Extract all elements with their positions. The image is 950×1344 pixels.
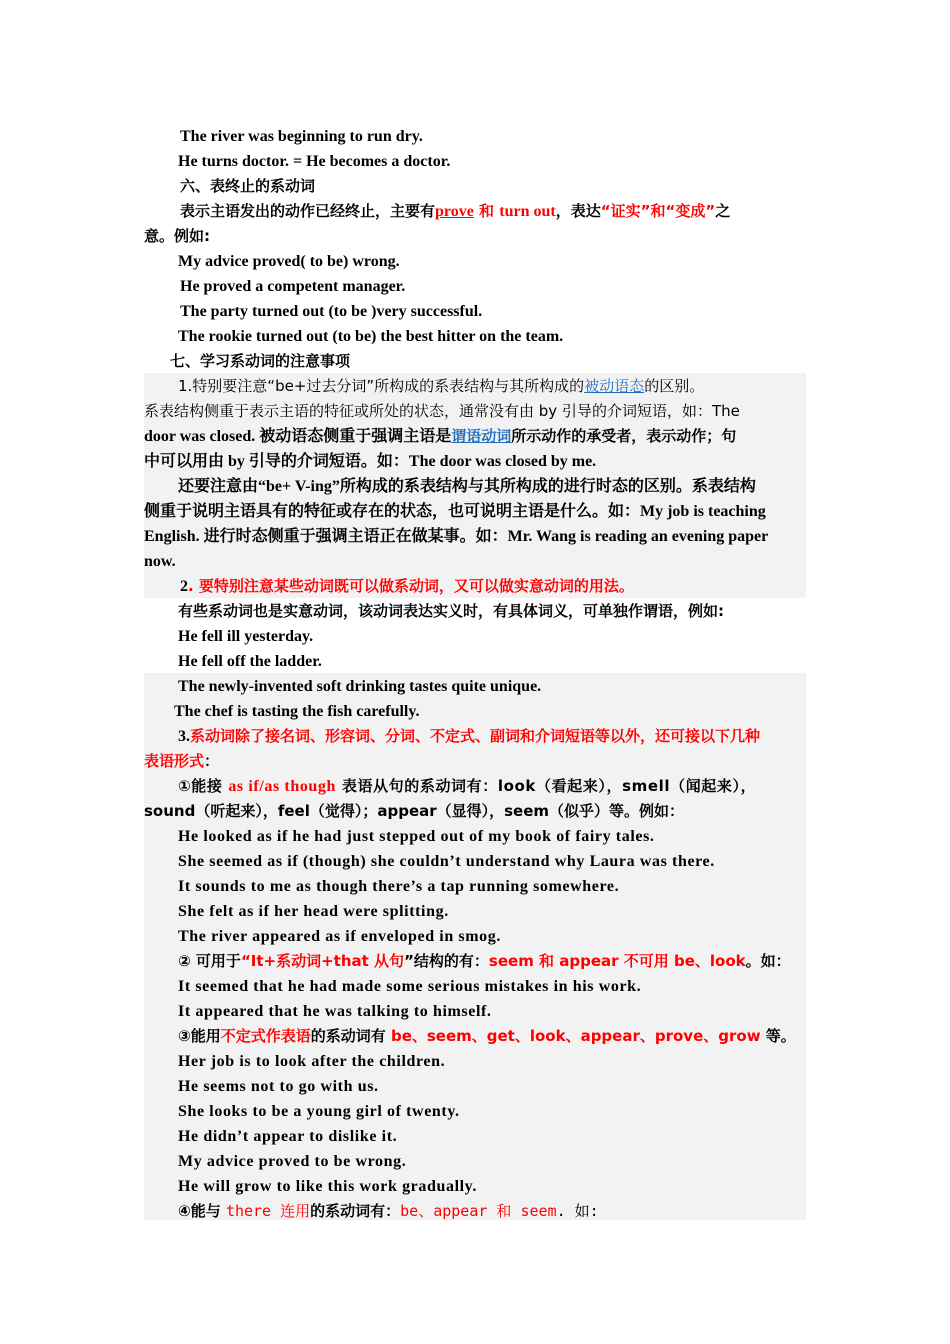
- example-line: My advice proved to be wrong.: [178, 1153, 407, 1170]
- example-line: The party turned out (to be )very successful.: [180, 303, 483, 320]
- example-line: The newly-invented soft drinking tastes quite unique.: [178, 678, 542, 695]
- example-line: He fell off the ladder.: [178, 653, 322, 670]
- example-line: He fell ill yesterday.: [178, 628, 314, 645]
- note-2-heading: 2. 要特别注意某些动词既可以做系动词，又可以做实意动词的用法。: [180, 577, 634, 595]
- example-line: The river was beginning to run dry.: [180, 128, 423, 145]
- section-six-paragraph-cont: 意。例如:: [144, 227, 210, 245]
- note-3-heading-cont: 表语形式：: [144, 752, 220, 770]
- note-1-line: door was closed. 被动语态侧重于强调主语是谓语动词所示动作的承受者，表示动作；句: [144, 427, 737, 445]
- passive-voice-link[interactable]: 被动语态: [584, 377, 645, 395]
- highlight-prove: prove: [435, 203, 474, 220]
- example-line: She looks to be a young girl of twenty.: [178, 1103, 460, 1120]
- note-1-line: 1.特别要注意“be+过去分词”所构成的系表结构与其所构成的被动语态的区别。: [178, 377, 705, 395]
- note-2-paragraph: 有些系动词也是实意动词，该动词表达实义时，有具体词义，可单独作谓语，例如:: [178, 602, 725, 620]
- note-1b-line: English. 进行时态侧重于强调主语正在做某事。如：Mr. Wang is reading an evening paper: [144, 528, 769, 545]
- example-line: He looked as if he had just stepped out of my book of fairy tales.: [178, 828, 655, 845]
- section-six-paragraph: 表示主语发出的动作已经终止，主要有prove 和 turn out，表达“证实”和“变成”之: [180, 202, 731, 220]
- example-line: He turns doctor. = He becomes a doctor.: [178, 153, 451, 170]
- case-4-intro: ④能与 there 连用的系动词有：be、appear 和 seem. 如:: [178, 1202, 599, 1220]
- note-1b-line: 还要注意由“be+ V-ing”所构成的系表结构与其所构成的进行时态的区别。系表结构: [178, 478, 756, 495]
- example-line: He seems not to go with us.: [178, 1078, 379, 1095]
- case-2-intro: ② 可用于“It+系动词+that 从句”结构的有：seem 和 appear 不可用 be、look。如：: [178, 952, 791, 970]
- note-1b-line: 侧重于说明主语具有的特征或存在的状态，也可说明主语是什么。如：My job is teaching: [144, 503, 766, 520]
- note-3-heading: 3.系动词除了接名词、形容词、分词、不定式、副词和介词短语等以外，还可接以下几种: [178, 727, 761, 745]
- note-1b-line: now.: [144, 553, 176, 570]
- example-line: He didn’t appear to dislike it.: [178, 1128, 398, 1145]
- example-line: The chef is tasting the fish carefully.: [174, 703, 420, 720]
- example-line: The river appeared as if enveloped in smog.: [178, 928, 501, 945]
- section-six-heading: 六、表终止的系动词: [180, 177, 316, 195]
- example-line: The rookie turned out (to be) the best hitter on the team.: [178, 328, 564, 345]
- example-line: It sounds to me as though there’s a tap running somewhere.: [178, 878, 620, 895]
- example-line: She felt as if her head were splitting.: [178, 903, 449, 920]
- case-3-intro: ③能用不定式作表语的系动词有 be、seem、get、look、appear、prove、grow 等。: [178, 1027, 796, 1045]
- section-seven-heading: 七、学习系动词的注意事项: [170, 352, 351, 370]
- example-line: Her job is to look after the children.: [178, 1053, 446, 1070]
- example-line: It appeared that he was talking to himself.: [178, 1003, 492, 1020]
- case-1-intro-cont: sound（听起来），feel（觉得）；appear（显得），seem（似乎）等。例如：: [144, 802, 685, 820]
- example-line: He will grow to like this work gradually.: [178, 1178, 477, 1195]
- example-line: My advice proved( to be) wrong.: [178, 253, 400, 270]
- predicate-verb-link[interactable]: 谓语动词: [451, 427, 512, 445]
- case-1-intro: ①能接 as if/as though 表语从句的系动词有：look（看起来），smell（闻起来），: [178, 777, 757, 795]
- example-line: She seemed as if (though) she couldn’t understand why Laura was there.: [178, 853, 715, 870]
- example-line: He proved a competent manager.: [180, 278, 406, 295]
- note-1-line: 系表结构侧重于表示主语的特征或所处的状态，通常没有由 by 引导的介词短语，如：The: [144, 402, 740, 420]
- note-1-line: 中可以用由 by 引导的介词短语。如：The door was closed by me.: [144, 453, 597, 470]
- example-line: It seemed that he had made some serious mistakes in his work.: [178, 978, 642, 995]
